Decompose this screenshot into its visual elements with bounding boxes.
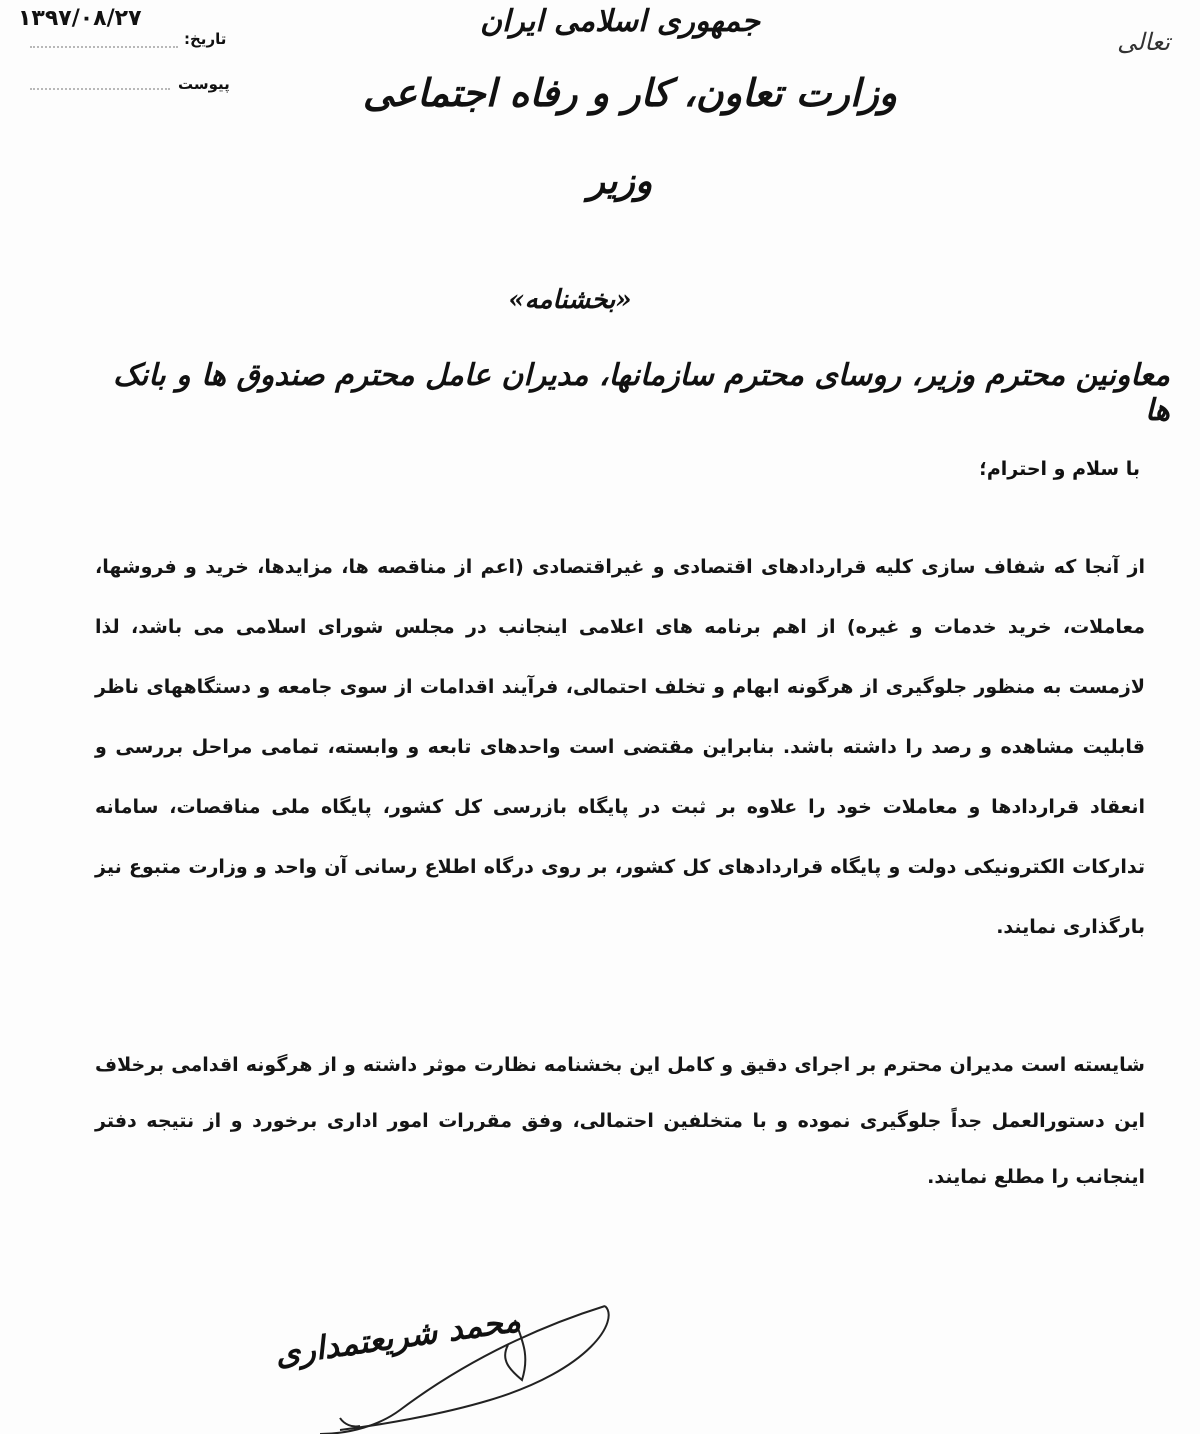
attachment-label: پیوست (178, 75, 230, 93)
recipients-line: معاونین محترم وزیر، روسای محترم سازمانها، مدیران عامل محترم صندوق ها و بانک ها (113, 358, 1170, 428)
paragraph-text: از آنجا که شفاف سازی کلیه قراردادهای اقتصادی و غیراقتصادی (اعم از مناقصه ها، مزایدها، خرید و فروشها، معاملات، خرید خدمات و غیره) از اهم برنامه های اعلامی اینجانب در مجلس شورای اسلامی می باشد، لذا لازمست به منظور جلوگیری از هرگونه ابهام و تخلف احتمالی، فرآیند اقدامات از سوی جامعه و دستگاههای ناظر قابلیت مشاهده و رصد را داشته باشد. بنابراین مقتضی است واحدهای تابعه و وابسته، تمامی مراحل بررسی و انعقاد قراردادها و معاملات خود را علاوه بر ثبت در پایگاه بازرسی کل کشور، پایگاه ملی مناقصات، سامانه تدارکات الکترونیکی دولت و پایگاه قراردادهای کل کشور، بر روی درگاه اطلاع رسانی آن واحد و وزارت متبوع نیز بارگذاری نمایند. (95, 556, 1145, 938)
date-value: ۱۳۹۷/۰۸/۲۷ (18, 6, 142, 31)
body-paragraph-1 (95, 518, 1145, 976)
ministry-title: وزارت تعاون، کار و رفاه اجتماعی (362, 70, 898, 115)
circular-title: «بخشنامه» (508, 285, 632, 315)
corner-note: تعالی (1117, 28, 1170, 56)
date-dotted-line (30, 46, 178, 50)
body-paragraph-2 (95, 1018, 1145, 1224)
paragraph-text: شایسته است مدیران محترم بر اجرای دقیق و کامل این بخشنامه نظارت موثر داشته و از هرگونه اقدامی برخلاف این دستورالعمل جداً جلوگیری نموده و با متخلفین احتمالی، وفق مقررات امور اداری برخورد و از نتیجه دفتر اینجانب را مطلع نمایند. (95, 1054, 1145, 1188)
greeting: با سلام و احترام؛ (979, 458, 1140, 480)
date-label: تاریخ: (184, 30, 227, 48)
signature-block (260, 1300, 680, 1434)
republic-title: جمهوری اسلامی ایران (479, 4, 761, 39)
minister-title: وزیر (587, 160, 653, 202)
signature-name: محمد شریعتمداری (272, 1300, 523, 1374)
